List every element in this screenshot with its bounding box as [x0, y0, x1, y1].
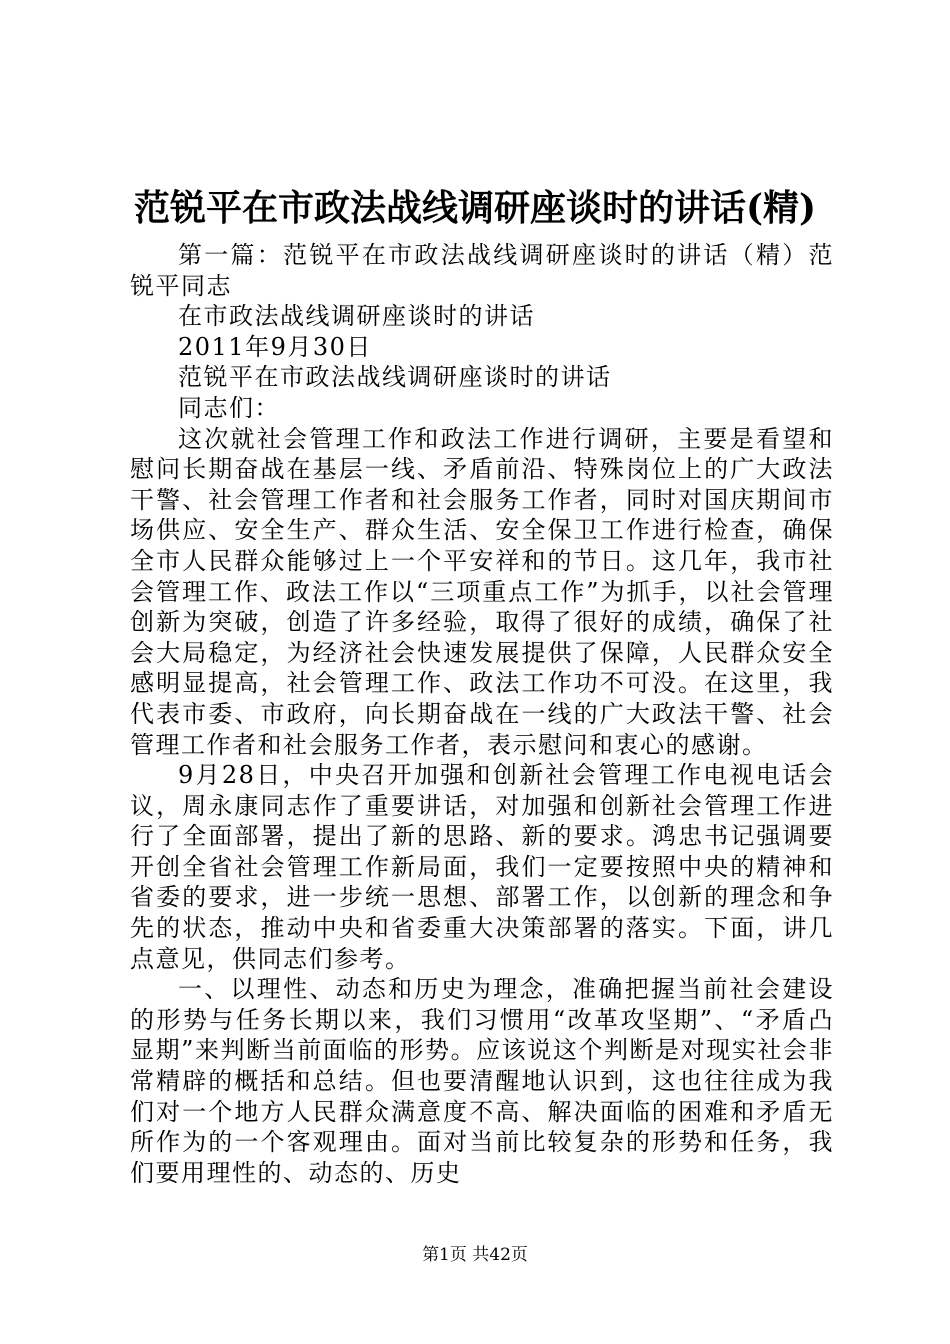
- paragraph-body: 这次就社会管理工作和政法工作进行调研，主要是看望和慰问长期奋战在基层一线、矛盾前沿、特殊岗位上的广大政法干警、社会管理工作者和社会服务工作者，同时对国庆期间市场供应、安全生产、群众生活、安全保卫工作进行检查，确保全市人民群众能够过上一个平安祥和的节日。这几年，我市社会管理工作、政法工作以“三项重点工作”为抓手，以社会管理创新为突破，创造了许多经验，取得了很好的成绩，确保了社会大局稳定，为经济社会快速发展提供了保障，人民群众安全感明显提高，社会管理工作、政法工作功不可没。在这里，我代表市委、市政府，向长期奋战在一线的广大政法干警、社会管理工作者和社会服务工作者，表示慰问和衷心的感谢。: [130, 424, 834, 759]
- paragraph-body: 9月28日，中央召开加强和创新社会管理工作电视电话会议，周永康同志作了重要讲话，对加强和创新社会管理工作进行了全面部署，提出了新的思路、新的要求。鸿忠书记强调要开创全省社会管理工作新局面，我们一定要按照中央的精神和省委的要求，进一步统一思想、部署工作，以创新的理念和争先的状态，推动中央和省委重大决策部署的落实。下面，讲几点意见，供同志们参考。: [130, 761, 834, 973]
- document-title: 范锐平在市政法战线调研座谈时的讲话(精): [133, 187, 817, 229]
- paragraph-intro: 第一篇：范锐平在市政法战线调研座谈时的讲话（精）范锐平同志: [130, 241, 834, 300]
- paragraph-date: 2011年9月30日: [178, 332, 372, 361]
- document-body: [130, 240, 834, 1188]
- paragraph-subtitle: 在市政法战线调研座谈时的讲话: [178, 302, 535, 331]
- paragraph-speech-title: 范锐平在市政法战线调研座谈时的讲话: [178, 363, 612, 392]
- paragraph-salutation: 同志们：: [178, 393, 280, 422]
- paragraph-body: 一、以理性、动态和历史为理念，准确把握当前社会建设的形势与任务长期以来，我们习惯用“改革攻坚期”、“矛盾凸显期”来判断当前面临的形势。应该说这个判断是对现实社会非常精辟的概括和总结。但也要清醒地认识到，这也往往成为我们对一个地方人民群众满意度不高、解决面临的困难和矛盾无所作为的一个客观理由。面对当前比较复杂的形势和任务，我们要用理性的、动态的、历史: [130, 975, 834, 1187]
- page-number-footer: 第1页 共42页: [422, 1245, 528, 1265]
